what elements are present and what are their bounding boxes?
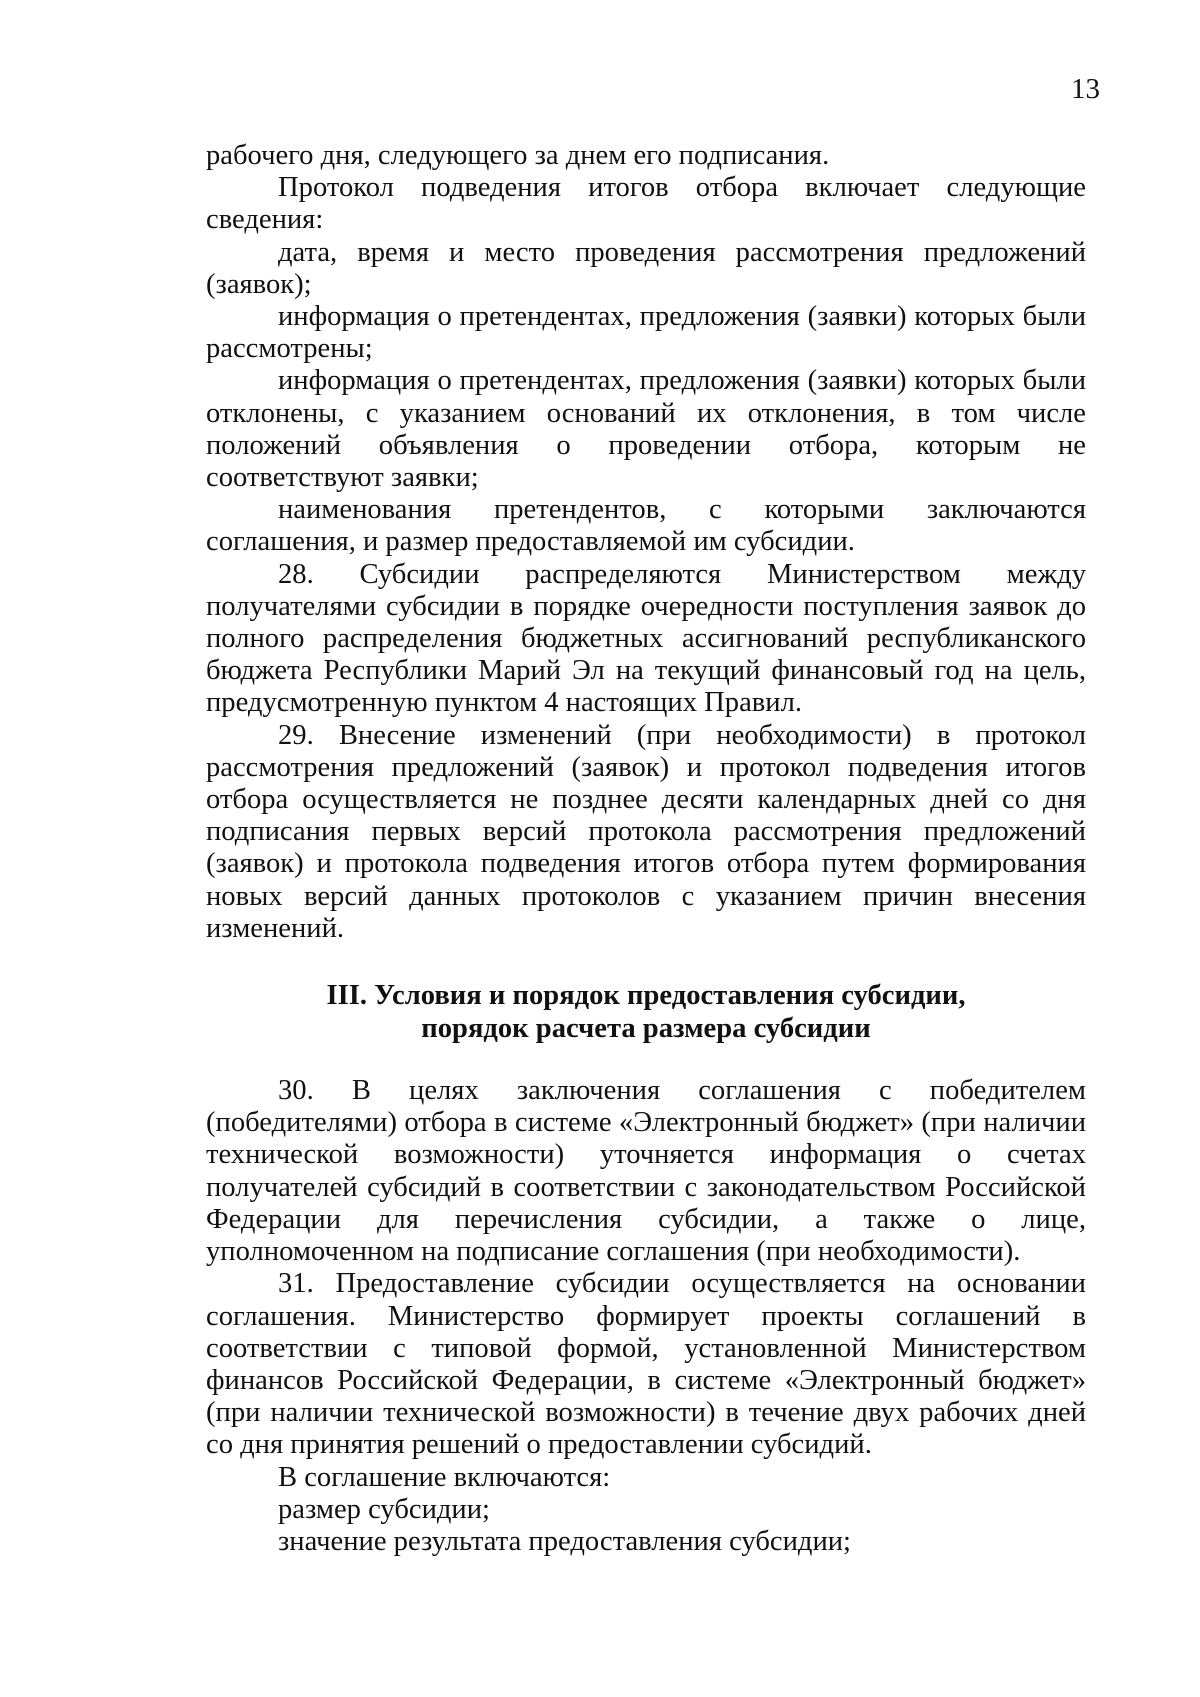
page-number: 13 [1071,73,1100,105]
paragraphs-bottom [206,1075,1086,1558]
paragraph: рабочего дня, следующего за днем его подписания. [206,140,830,171]
paragraph: 30. В целях заключения соглашения с победителем (победителями) отбора в системе «Электронный бюджет» (при наличии технической возможности) уточняется информация о счетах получателей субсидий в соответствии с законодательством Российской Федерации для перечисления субсидии, а также о лице, уполномоченном на подписание соглашения (при необходимости). [206,1075,1086,1268]
paragraph: В соглашение включаются: [278,1461,611,1493]
document-body [206,140,1086,1558]
paragraph: 28. Субсидии распределяются Министерством между получателями субсидии в порядке очередности поступления заявок до полного распределения бюджетных ассигнований республиканского бюджета Республики Марий Эл на текущий финансовый год на цель, предусмотренную пунктом 4 настоящих Правил. [206,558,1086,719]
paragraph: 31. Предоставление субсидии осуществляется на основании соглашения. Министерство формирует проекты соглашений в соответствии с типовой формой, установленной Министерством финансов Российской Федерации, в системе «Электронный бюджет» (при наличии технической возможности) в течение двух рабочих дней со дня принятия решений о предоставлении субсидий. [206,1268,1086,1461]
section-heading [206,979,1086,1045]
paragraph: 29. Внесение изменений (при необходимости) в протокол рассмотрения предложений (заявок) и протокол подведения итогов отбора осуществляется не позднее десяти календарных дней со дня подписания первых версий протокола рассмотрения предложений (заявок) и протокола подведения итогов отбора путем формирования новых версий данных протоколов с указанием причин внесения изменений. [206,719,1086,944]
paragraph: Протокол подведения итогов отбора включает следующие сведения: [206,172,1086,236]
paragraph: информация о претендентах, предложения (заявки) которых были рассмотрены; [206,301,1086,365]
paragraphs-top [206,140,1086,945]
paragraph: размер субсидии; [278,1493,490,1525]
paragraph: наименования претендентов, с которыми заключаются соглашения, и размер предоставляемой им субсидии. [206,494,1086,558]
section-heading-line-1: III. Условия и порядок предоставления субсидии, [326,980,966,1012]
section-heading-line-2: порядок расчета размера субсидии [421,1013,871,1045]
paragraph: значение результата предоставления субсидии; [278,1525,851,1557]
paragraph: дата, время и место проведения рассмотрения предложений (заявок); [206,236,1086,300]
paragraph: информация о претендентах, предложения (заявки) которых были отклонены, с указанием оснований их отклонения, в том числе положений объявления о проведении отбора, которым не соответствуют заявки; [206,365,1086,494]
